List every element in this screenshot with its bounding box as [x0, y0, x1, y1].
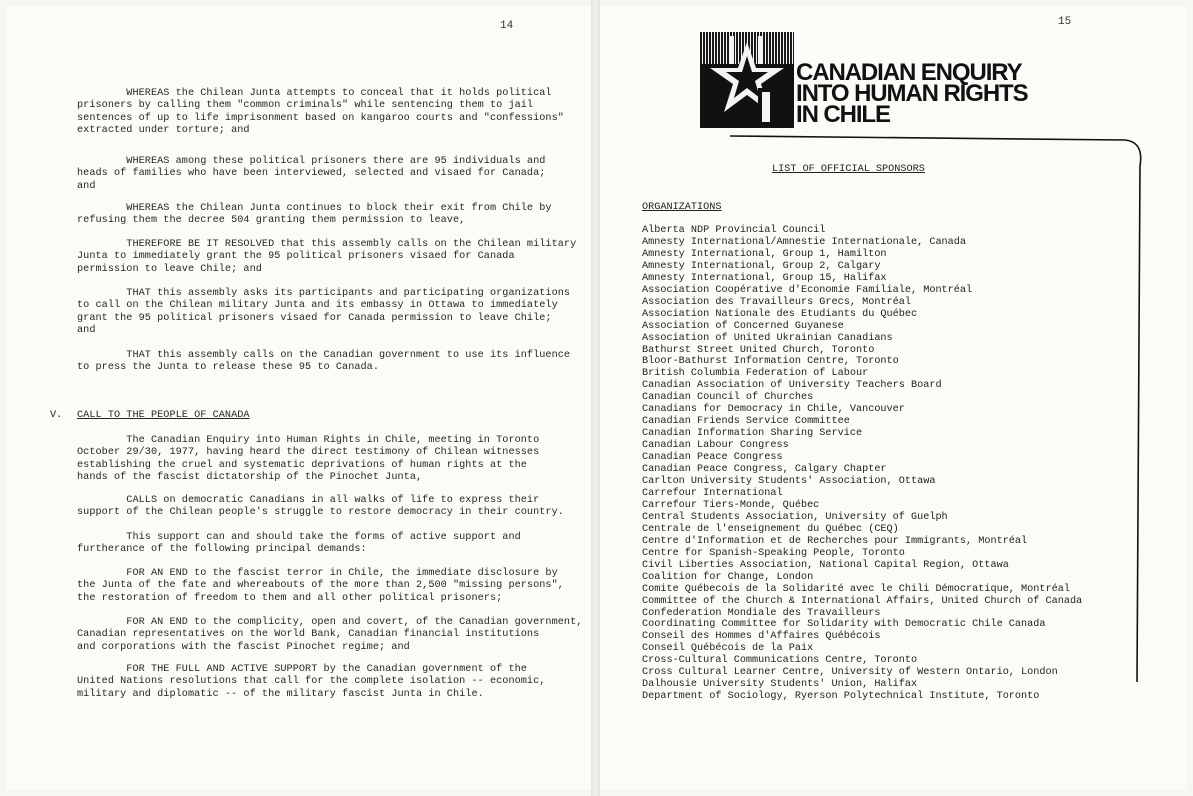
list-item: Association Nationale des Etudiants du Québec [642, 308, 918, 320]
list-item: Carrefour International [642, 487, 783, 499]
star-flag-logo-icon [700, 28, 800, 130]
list-item: Canadian Council of Churches [642, 392, 814, 404]
list-item: Canadian Friends Service Committee [642, 416, 850, 428]
list-item: Carrefour Tiers-Monde, Québec [642, 499, 820, 511]
paragraph-demand-2: FOR AN END to the complicity, open and covert, of the Canadian government, Canadian representatives on the World Bank, Canadian financial institutions and corporations with the fascist Pinochet regime; and [77, 617, 583, 653]
list-item: Centrale de l'enseignement du Québec (CEQ) [642, 523, 899, 535]
sponsor-list-title: LIST OF OFFICIAL SPONSORS [772, 164, 925, 175]
paragraph-that-2: THAT this assembly calls on the Canadian government to use its influence to press the Junta to release these 95 to Canada. [77, 350, 571, 374]
list-item: Cross Cultural Learner Centre, University of Western Ontario, London [642, 667, 1058, 679]
logo-line-1: CANADIAN ENQUIRY [796, 59, 1022, 86]
page-number-right: 15 [1058, 16, 1072, 28]
logo-line-3: IN CHILE [796, 101, 890, 128]
list-item: Association of United Ukrainian Canadians [642, 332, 893, 344]
list-item: Confederation Mondiale des Travailleurs [642, 607, 881, 619]
list-item: Committee of the Church & International Affairs, United Church of Canada [642, 595, 1083, 607]
list-item: Amnesty International/Amnestie Internationale, Canada [642, 236, 967, 248]
list-item: British Columbia Federation of Labour [642, 368, 869, 380]
paragraph-therefore: THEREFORE BE IT RESOLVED that this assembly calls on the Chilean military Junta to immediately grant the 95 political prisoners visaed for Canada permission to leave Chile; and [77, 239, 577, 275]
logo-line-2: INTO HUMAN RIGHTS [796, 80, 1028, 107]
list-item: Bloor-Bathurst Information Centre, Toronto [642, 356, 899, 368]
list-item: Canadian Association of University Teachers Board [642, 380, 942, 392]
list-item: Carlton University Students' Association, Ottawa [642, 476, 936, 488]
paragraph-support: This support can and should take the forms of active support and furtherance of the following principal demands: [77, 532, 521, 556]
list-item: Centre d'Information et de Recherches pour Immigrants, Montréal [642, 535, 1028, 547]
list-item: Comite Québecois de la Solidarité avec le Chili Démocratique, Montréal [642, 583, 1070, 595]
list-item: Central Students Association, University of Guelph [642, 511, 948, 523]
left-page [6, 6, 591, 790]
list-item: Centre for Spanish-Speaking People, Toronto [642, 547, 905, 559]
paragraph-whereas-2: WHEREAS among these political prisoners there are 95 individuals and heads of families who have been interviewed, selected and visaed for Canada; and [77, 156, 546, 192]
list-item: Canadian Labour Congress [642, 440, 789, 452]
section-title: CALL TO THE PEOPLE OF CANADA [77, 410, 250, 421]
organizations-list [642, 225, 1082, 703]
section-number: V. [50, 410, 63, 421]
list-item: Amnesty International, Group 1, Hamilton [642, 248, 887, 260]
paragraph-that-1: THAT this assembly asks its participants and participating organizations to call on the Chilean military Junta and its embassy in Ottawa to immediately grant the 95 political prisoners visaed for Canada permission to leave Chile; and [77, 288, 571, 336]
list-item: Department of Sociology, Ryerson Polytechnical Institute, Toronto [642, 691, 1040, 703]
paragraph-enquiry: The Canadian Enquiry into Human Rights in Chile, meeting in Toronto October 29/30, 1977, having heard the direct testimony of Chilean witnesses establishing the cruel and systematic deprivations of human rights at the hands of the fascist dictatorship of the Pinochet Junta, [77, 435, 540, 483]
list-item: Cross-Cultural Communications Centre, Toronto [642, 655, 918, 667]
logo-wordmark [796, 59, 1028, 128]
list-item: Canadians for Democracy in Chile, Vancouver [642, 404, 905, 416]
organizations-heading: ORGANIZATIONS [642, 202, 722, 213]
list-item: Conseil des Hommes d'Affaires Québécois [642, 631, 881, 643]
list-item: Bathurst Street United Church, Toronto [642, 344, 875, 356]
list-item: Canadian Information Sharing Service [642, 428, 863, 440]
paragraph-whereas-3: WHEREAS the Chilean Junta continues to block their exit from Chile by refusing them the decree 504 granting them permission to leave, [77, 203, 552, 227]
list-item: Conseil Québécois de la Paix [642, 643, 814, 655]
list-item: Amnesty International, Group 15, Halifax [642, 272, 887, 284]
list-item: Canadian Peace Congress [642, 452, 783, 464]
list-item: Amnesty International, Group 2, Calgary [642, 260, 881, 272]
list-item: Association des Travailleurs Grecs, Montréal [642, 296, 911, 308]
right-page [600, 6, 1187, 790]
list-item: Alberta NDP Provincial Council [642, 225, 826, 236]
paragraph-demand-1: FOR AN END to the fascist terror in Chile, the immediate disclosure by the Junta of the fate and whereabouts of the more than 2,500 "missing persons", the restoration of freedom to them and all other political prisoners; [77, 568, 564, 604]
page-number-left: 14 [500, 20, 514, 32]
paragraph-calls: CALLS on democratic Canadians in all walks of life to express their support of the Chilean people's struggle to restore democracy in their country. [77, 495, 564, 519]
list-item: Dalhousie University Students' Union, Halifax [642, 679, 918, 691]
list-item: Association Coopérative d'Economie Familiale, Montréal [642, 284, 973, 296]
list-item: Coalition for Change, London [642, 571, 814, 583]
list-item: Coordinating Committee for Solidarity with Democratic Chile Canada [642, 619, 1046, 631]
paragraph-demand-3: FOR THE FULL AND ACTIVE SUPPORT by the Canadian government of the United Nations resolutions that call for the complete isolation -- economic, military and diplomatic -- of the military fascist Junta in Chile. [77, 664, 546, 700]
list-item: Canadian Peace Congress, Calgary Chapter [642, 464, 887, 476]
book-gutter [591, 0, 600, 796]
list-item: Civil Liberties Association, National Capital Region, Ottawa [642, 559, 1009, 571]
paragraph-whereas-1: WHEREAS the Chilean Junta attempts to conceal that it holds political prisoners by calling them "common criminals" while sentencing them to jail sentences of up to life imprisonment based on kangaroo courts and "confessions" extracted under torture; and [77, 88, 564, 136]
list-item: Association of Concerned Guyanese [642, 320, 844, 332]
